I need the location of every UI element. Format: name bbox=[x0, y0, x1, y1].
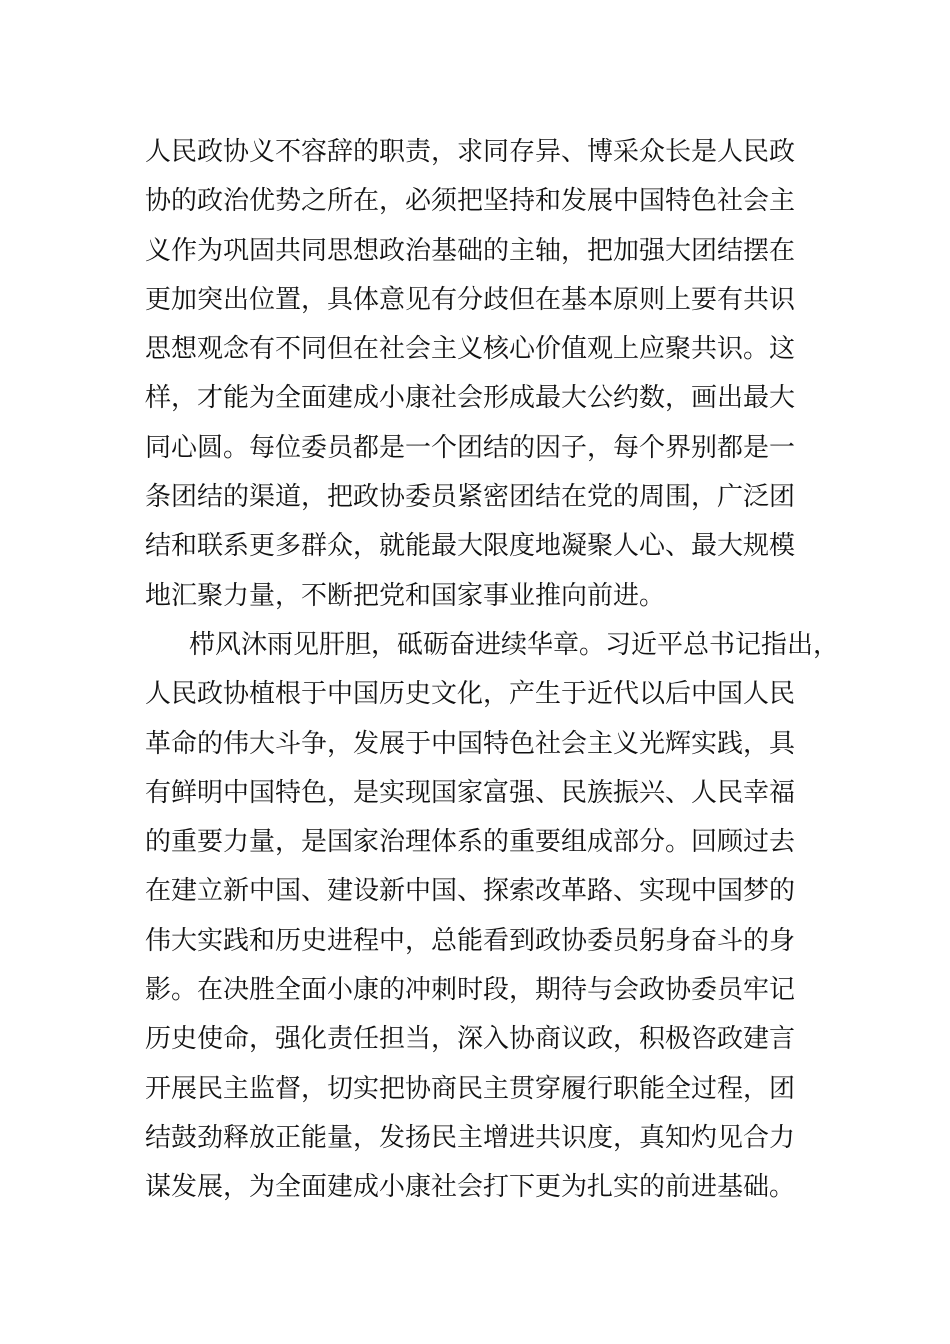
paragraph-start-line: 栉风沐雨见肝胆，砥砺奋进续华章。习近平总书记指出， bbox=[189, 629, 840, 660]
text-line: 开展民主监督，切实把协商民主贯穿履行职能全过程，团 bbox=[145, 1073, 796, 1104]
body-text bbox=[145, 128, 845, 1213]
text-line: 样，才能为全面建成小康社会形成最大公约数，画出最大 bbox=[145, 383, 796, 414]
text-line: 更加突出位置，具体意见有分歧但在基本原则上要有共识 bbox=[145, 284, 796, 315]
text-line: 协的政治优势之所在，必须把坚持和发展中国特色社会主 bbox=[145, 186, 796, 217]
text-line: 条团结的渠道，把政协委员紧密团结在党的周围，广泛团 bbox=[145, 482, 796, 513]
text-line: 的重要力量，是国家治理体系的重要组成部分。回顾过去 bbox=[145, 827, 796, 858]
text-line: 结鼓劲释放正能量，发扬民主增进共识度，真知灼见合力 bbox=[145, 1122, 796, 1153]
text-line: 结和联系更多群众，就能最大限度地凝聚人心、最大规模 bbox=[145, 531, 796, 562]
text-line: 谋发展，为全面建成小康社会打下更为扎实的前进基础。 bbox=[145, 1172, 796, 1203]
text-line: 革命的伟大斗争，发展于中国特色社会主义光辉实践，具 bbox=[145, 728, 796, 759]
text-line: 义作为巩固共同思想政治基础的主轴，把加强大团结摆在 bbox=[145, 235, 796, 266]
text-line: 伟大实践和历史进程中，总能看到政协委员躬身奋斗的身 bbox=[145, 925, 796, 956]
text-line: 人民政协义不容辞的职责，求同存异、博采众长是人民政 bbox=[145, 137, 796, 167]
text-line: 思想观念有不同但在社会主义核心价值观上应聚共识。这 bbox=[145, 334, 796, 365]
text-line: 影。在决胜全面小康的冲刺时段，期待与会政协委员牢记 bbox=[145, 975, 796, 1006]
text-line: 地汇聚力量，不断把党和国家事业推向前进。 bbox=[145, 580, 666, 611]
text-line: 有鲜明中国特色，是实现国家富强、民族振兴、人民幸福 bbox=[145, 777, 796, 808]
text-line: 在建立新中国、建设新中国、探索改革路、实现中国梦的 bbox=[145, 876, 796, 907]
text-line: 历史使命，强化责任担当，深入协商议政，积极咨政建言 bbox=[145, 1024, 796, 1055]
text-line: 同心圆。每位委员都是一个团结的因子，每个界别都是一 bbox=[145, 432, 796, 463]
text-line: 人民政协植根于中国历史文化，产生于近代以后中国人民 bbox=[145, 679, 796, 710]
